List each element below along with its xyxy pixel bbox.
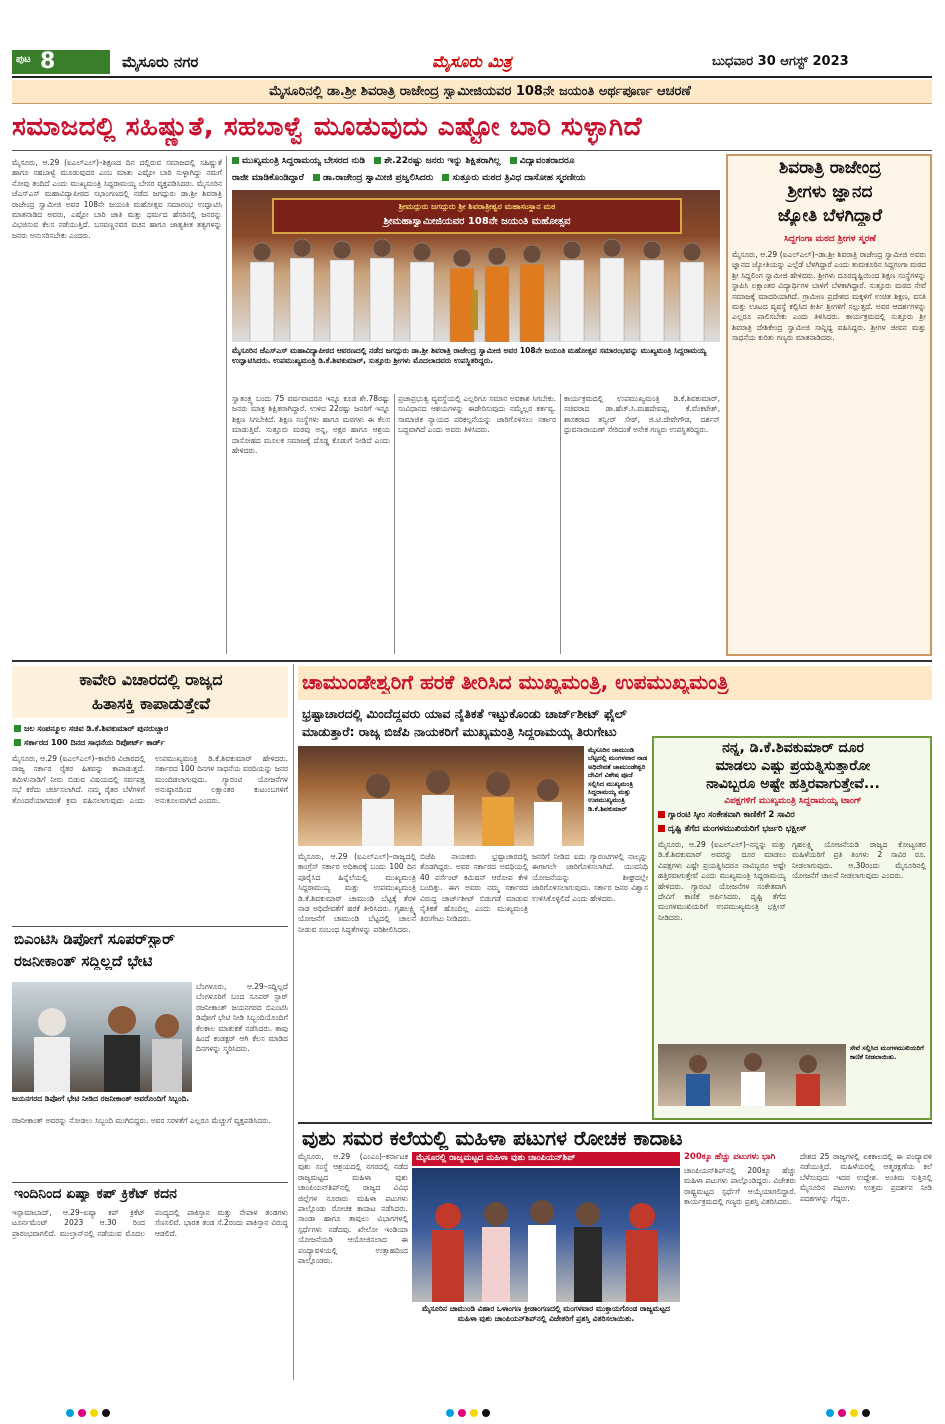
sidebar-headline-line3: ಜ್ಯೋತಿ ಬೆಳಗಿದ್ದಾರೆ (777, 206, 883, 226)
lead-bullet: ವಿದ್ಯಾವಂತರಾದರೂ (519, 156, 575, 166)
cauvery-bullet-text: ಸರ್ಕಾರದ 100 ದಿನದ ಸಾಧನೆಯ ರಿಪೋರ್ಟ್ ಕಾರ್ಡ್ (24, 738, 165, 747)
chamundi-subhead-2: ಮಾಡುತ್ತಾರೆ: ರಾಜ್ಯ ಬಿಜೆಪಿ ನಾಯಕರಿಗೆ ಮುಖ್ಯಮಂತ್ರಿ ಸಿದ್ದರಾಮಯ್ಯ ತಿರುಗೇಟು (302, 724, 617, 739)
bullet-marker (374, 157, 381, 164)
bullet-marker (14, 725, 21, 732)
lead-body-col4: ಕಾರ್ಯಕ್ರಮದಲ್ಲಿ ಉಪಮುಖ್ಯಮಂತ್ರಿ ಡಿ.ಕೆ.ಶಿವಕುಮಾರ್, ಸಚಿವರಾದ ಡಾ.ಹೆಚ್.ಸಿ.ಮಹದೇವಪ್ಪ, ಕೆ.ವೆಂಕಟೇಶ್, ಶಾಸಕರಾದ ತನ್ವೀರ್ ಸೇಠ್, ಜಿ.ಟಿ.ದೇವೇಗೌಡ, ದರ್ಶನ್ ಧ್ರುವನಾರಾಯಣ್ ಸೇರಿದಂತೆ ಅನೇಕ ಗಣ್ಯರು ಉಪಸ್ಥಿತರಿದ್ದರು. (564, 394, 720, 435)
bullet-marker (442, 174, 449, 181)
bmtc-body-2: ರಜನೀಕಾಂತ್ ಅವರನ್ನು ನೋಡಲು ಸಿಬ್ಬಂದಿ ಮುಗಿಬಿದ್ದರು. ಅವರ ಸರಳತೆಗೆ ಎಲ್ಲರೂ ಮೆಚ್ಚುಗೆ ವ್ಯಕ್ತಪಡಿಸಿದರು. (12, 1116, 271, 1125)
box-right-bullet-text: ದೃಷ್ಟಿ ತೆಗೆದ ಮಂಗಳಮುಖಿಯರಿಗೆ ಭರ್ಜರಿ ಭಕ್ಷೀಸ್ (668, 824, 807, 834)
lead-bullet: ಮುಖ್ಯಮಂತ್ರಿ ಸಿದ್ದರಾಮಯ್ಯ ಬೇಸರದ ನುಡಿ (242, 156, 366, 166)
lead-photo (232, 190, 720, 342)
column-rule (394, 394, 395, 654)
cauvery-bullet-2 (14, 738, 286, 748)
sidebar-headline-line1: ಶಿವರಾತ್ರಿ ರಾಜೇಂದ್ರ (778, 158, 882, 178)
kicker: ಮೈಸೂರಿನಲ್ಲಿ ಡಾ.ಶ್ರೀ ಶಿವರಾತ್ರಿ ರಾಜೇಂದ್ರ ಸ್ವಾಮೀಜಿಯವರ 108ನೇ ಜಯಂತಿ ಅರ್ಥಪೂರ್ಣ ಆಚರಣೆ (269, 84, 691, 99)
bmtc-body: ಬೆಂಗಳೂರು, ಆ.29–ಸದ್ದಿಲ್ಲದೆ ಬೆಂಗಳೂರಿಗೆ ಬಂದ ಸೂಪರ್ ಸ್ಟಾರ್ ರಜನೀಕಾಂತ್ ಜಯನಗರದ ಬಿಎಂಟಿಸಿ ಡಿಪೋಗೆ ಭೇಟಿ ನೀಡಿ ಸಿಬ್ಬಂದಿಯೊಂದಿಗೆ ಕೆಲಕಾಲ ಮಾತುಕತೆ ನಡೆಸಿದರು. ತಾವು ಹಿಂದೆ ಕಂಡಕ್ಟರ್ ಆಗಿ ಕೆಲಸ ಮಾಡಿದ ದಿನಗಳನ್ನು ಸ್ಮರಿಸಿದರು. (196, 982, 288, 1054)
chamundi-body-col2: ಬಿಜೆಪಿ ನಾಯಕರು ಭ್ರಷ್ಟಾಚಾರದಲ್ಲಿ ತೊಡಗಿದ್ದರು. ಅವರ ಸರ್ಕಾರದ ಅವಧಿಯಲ್ಲಿ 40 ಪರ್ಸೆಂಟ್ ಕಮಿಷನ್ ಆರೋಪ ಕೇಳಿ ಬಂದಿತ್ತು. ಈಗ ಅವರು ನಮ್ಮ ಸರ್ಕಾರದ ವಿರುದ್ಧ ಚಾರ್ಜ್‌ಶೀಟ್ ಬಿಡುಗಡೆ ಮಾಡುವ ನೈತಿಕತೆ ಹೊಂದಿಲ್ಲ ಎಂದು ಮುಖ್ಯಮಂತ್ರಿ ತಿರುಗೇಟು ನೀಡಿದರು. (420, 852, 528, 924)
sidebar-subhead: ಸಿದ್ದಗಂಗಾ ಮಠದ ಶ್ರೀಗಳ ಸ್ಮರಣೆ (784, 234, 876, 244)
bullet-marker (510, 157, 517, 164)
wushu-body-col4: ದೇಶದ 25 ರಾಜ್ಯಗಳಲ್ಲಿ ಏಕಕಾಲದಲ್ಲಿ ಈ ಪಂದ್ಯಾವಳಿ ನಡೆಯುತ್ತಿದೆ. ಮಹಿಳೆಯರಲ್ಲಿ ಆತ್ಮರಕ್ಷಣೆಯ ಕಲೆ ಬೆಳೆಸುವುದು ಇದರ ಉದ್ದೇಶ. ಅಂತಿಮ ಸುತ್ತಿನಲ್ಲಿ ಮೈಸೂರಿನ ಪಟುಗಳು ಉತ್ತಮ ಪ್ರದರ್ಶನ ನೀಡಿ ಪದಕಗಳನ್ನು ಗೆದ್ದರು. (800, 1152, 932, 1203)
lead-body-col1: ಮೈಸೂರು, ಆ.29 (ಐಎಲ್‌ಎಲ್)–ಶಿಕ್ಷಣದ ದಿನ ದಲ್ಲಿರುವ ಸಮಾಜದಲ್ಲಿ ಸಹಿಷ್ಣುತೆ ಹಾಗೂ ಸಹಬಾಳ್ವೆ ಮೂಡುವುದರ ಎಂಬ ಮಾತು ಎಷ್ಟೋ ಬಾರಿ ಸುಳ್ಳಾಗಿದ್ದು ನಮಗೆ ನೋವು ತಂದಿದೆ ಎಂದು ಮುಖ್ಯಮಂತ್ರಿ ಸಿದ್ದರಾಮಯ್ಯ ಬೇಸರ ವ್ಯಕ್ತಪಡಿಸಿದರು. ಮೈಸೂರಿನ ಜೆಎಸ್‌ಎಸ್ ಮಹಾವಿದ್ಯಾಪೀಠದ ಸಭಾಂಗಣದಲ್ಲಿ ನಡೆದ ಜಗದ್ಗುರು ಡಾ.ಶ್ರೀ ಶಿವರಾತ್ರಿ ರಾಜೇಂದ್ರ ಸ್ವಾಮೀಜಿ ಅವರ 108ನೇ ಜಯಂತಿ ಮಹೋತ್ಸವ ಸಮಾರಂಭ ಉದ್ಘಾಟಿಸಿ ಮಾತನಾಡಿದ ಅವರು, ಎಷ್ಟೋ ಬಾರಿ ಜಾತಿ ಮತ್ತು ಧರ್ಮದ ಹೆಸರಿನಲ್ಲಿ ಜನರನ್ನು ವಿಭಜಿಸುವ ಕೆಲಸ ನಡೆಯುತ್ತಿದೆ. ಬಸವಣ್ಣನವರ ವಚನ ಹಾಗೂ ಜಾತ್ಯತೀತ ತತ್ವಗಳನ್ನು ಜನರು ಅನುಸರಿಸಬೇಕು ಎಂದರು. (12, 158, 222, 240)
column-rule (293, 664, 294, 1380)
section-rule (12, 1182, 288, 1183)
registration-marks (50, 1404, 895, 1416)
page-label: ಪುಟ (16, 54, 31, 65)
box-right-headline-line1: ನನ್ನ, ಡಿ.ಕೆ.ಶಿವಕುಮಾರ್ ದೂರ (722, 740, 864, 756)
wushu-col3-head: 200ಕ್ಕೂ ಹೆಚ್ಚು ಪಟುಗಳು ಭಾಗಿ (684, 1152, 776, 1162)
lead-headline-rule (12, 150, 932, 151)
chamundi-subhead-1: ಭ್ರಷ್ಟಾಚಾರದಲ್ಲಿ ಮಿಂದೆದ್ದವರು ಯಾವ ನೈತಿಕತೆ ಇಟ್ಟುಕೊಂಡು ಚಾರ್ಜ್‌ಶೀಟ್ ಫೈಲ್ (302, 706, 627, 721)
lead-body-col2: ಸ್ವಾತಂತ್ರ್ಯ ಬಂದು 75 ವರ್ಷವಾದರೂ ಇನ್ನೂ ಕೂಡ ಶೇ.78ರಷ್ಟು ಜನರು ಮಾತ್ರ ಶಿಕ್ಷಿತರಾಗಿದ್ದಾರೆ. ಉಳಿದ 22ರಷ್ಟು ಜನರಿಗೆ ಇನ್ನೂ ಶಿಕ್ಷಣ ಸಿಗಬೇಕಿದೆ. ಶಿಕ್ಷಣ ಸಂಸ್ಥೆಗಳು ಹಾಗೂ ಮಠಗಳು ಈ ಕೆಲಸ ಮಾಡುತ್ತಿವೆ. ಸುತ್ತೂರು ಮಠವು ಅನ್ನ, ಅಕ್ಷರ ಹಾಗೂ ಆಶ್ರಯ ದಾಸೋಹದ ಮೂಲಕ ಸಮಾಜಕ್ಕೆ ದೊಡ್ಡ ಕೊಡುಗೆ ನೀಡಿದೆ ಎಂದು ಹೇಳಿದರು. (232, 394, 390, 456)
dignitaries-figures (232, 230, 720, 342)
box-right-headline-line3: ನಾವಿಬ್ಬರೂ ಅಷ್ಟೇ ಹತ್ತಿರವಾಗುತ್ತೇವೆ... (706, 776, 880, 792)
sidebar-headline-line2: ಶ್ರೀಗಳು ಜ್ಞಾನದ (787, 182, 873, 202)
cricket-headline: ಇಂದಿನಿಂದ ಏಷ್ಯಾ ಕಪ್ ಕ್ರಿಕೆಟ್ ಕದನ (14, 1186, 177, 1202)
bullet-marker (313, 174, 320, 181)
box-right-photo-caption: ಸೇವೆ ಸಲ್ಲಿಸಿದ ಮಂಗಳಮುಖಿಯರಿಗೆ ಕಾಣಿಕೆ ನೀಡಲಾಯಿತು. (850, 1044, 924, 1061)
registration-dots (50, 1407, 895, 1419)
cauvery-bullet-1 (14, 724, 286, 734)
bmtc-headline-line1: ಬಿಎಂಟಿಸಿ ಡಿಪೋಗೆ ಸೂಪರ್‌ಸ್ಟಾರ್ (14, 930, 175, 948)
lead-bullet: ಶೇ.22ರಷ್ಟು ಜನರು ಇನ್ನು ಶಿಕ್ಷಿತರಾಗಿಲ್ಲ (384, 156, 501, 166)
lead-bullet: ರಾಜೀ ಮಾಡಿಕೊಂಡಿದ್ದಾರೆ (232, 173, 304, 183)
people-figures (658, 1044, 846, 1106)
lead-photo-caption: ಮೈಸೂರಿನ ಜೆಎಸ್‌ಎಸ್ ಮಹಾವಿದ್ಯಾಪೀಠದ ಆವರಣದಲ್ಲಿ ನಡೆದ ಜಗದ್ಗುರು ಡಾ.ಶ್ರೀ ಶಿವರಾತ್ರಿ ರಾಜೇಂದ್ರ ಸ್ವಾಮೀಜಿ ಅವರ 108ನೇ ಜಯಂತಿ ಮಹೋತ್ಸವ ಸಮಾರಂಭವನ್ನು ಮುಖ್ಯಮಂತ್ರಿ ಸಿದ್ದರಾಮಯ್ಯ ಉದ್ಘಾಟಿಸಿದರು. ಉಪಮುಖ್ಯಮಂತ್ರಿ ಡಿ.ಕೆ.ಶಿವಕುಮಾರ್, ಸುತ್ತೂರು ಶ್ರೀಗಳು ಮೊದಲಾದವರು ಉಪಸ್ಥಿತರಿದ್ದರು. (232, 346, 707, 365)
athletes-figures (412, 1168, 680, 1302)
wushu-photo (412, 1168, 680, 1302)
rajinikanth-figures (12, 982, 192, 1092)
chamundi-body-col1: ಮೈಸೂರು, ಆ.29 (ಐಎಲ್‌ಎಲ್)–ರಾಜ್ಯದಲ್ಲಿ ಕಾಂಗ್ರೆಸ್ ಸರ್ಕಾರ ಅಧಿಕಾರಕ್ಕೆ ಬಂದು 100 ದಿನ ಪೂರೈಸಿದ ಹಿನ್ನೆಲೆಯಲ್ಲಿ ಮುಖ್ಯಮಂತ್ರಿ ಸಿದ್ದರಾಮಯ್ಯ ಮತ್ತು ಉಪಮುಖ್ಯಮಂತ್ರಿ ಡಿ.ಕೆ.ಶಿವಕುಮಾರ್ ಚಾಮುಂಡಿ ಬೆಟ್ಟಕ್ಕೆ ತೆರಳಿ ನಾಡ ಅಧಿದೇವತೆಗೆ ಹರಕೆ ತೀರಿಸಿದರು. ಗೃಹಲಕ್ಷ್ಮಿ ಯೋಜನೆಗೆ ಚಾಮುಂಡಿ ಬೆಟ್ಟದಲ್ಲಿ ಚಾಲನೆ ನೀಡುವ ಸಂಬಂಧ ಸಿದ್ಧತೆಗಳನ್ನು ಪರಿಶೀಲಿಸಿದರು. (298, 852, 416, 934)
sidebar-body: ಮೈಸೂರು, ಆ.29 (ಐಎಲ್‌ಎಲ್)–ಡಾ.ಶ್ರೀ ಶಿವರಾತ್ರಿ ರಾಜೇಂದ್ರ ಸ್ವಾಮೀಜಿ ಅವರು ಜ್ಞಾನದ ಜ್ಯೋತಿಯನ್ನು ಎಲ್ಲೆಡೆ ಬೆಳಗಿದ್ದಾರೆ ಎಂದು ತುಮಕೂರಿನ ಸಿದ್ದಗಂಗಾ ಮಠದ ಶ್ರೀ ಸಿದ್ದಲಿಂಗ ಸ್ವಾಮೀಜಿ ಹೇಳಿದರು. ಶ್ರೀಗಳು ದೂರದೃಷ್ಟಿಯಿಂದ ಶಿಕ್ಷಣ ಸಂಸ್ಥೆಗಳನ್ನು ಸ್ಥಾಪಿಸಿ ಲಕ್ಷಾಂತರ ವಿದ್ಯಾರ್ಥಿಗಳ ಬಾಳಿಗೆ ಬೆಳಕಾಗಿದ್ದಾರೆ. ಸುತ್ತೂರು ಮಠದ ಸೇವೆ ಸಮಾಜಕ್ಕೆ ಮಾದರಿಯಾಗಿದೆ. ಗ್ರಾಮೀಣ ಪ್ರದೇಶದ ಮಕ್ಕಳಿಗೆ ಉಚಿತ ಶಿಕ್ಷಣ, ವಸತಿ ಮತ್ತು ಊಟದ ವ್ಯವಸ್ಥೆ ಕಲ್ಪಿಸಿದ ಕೀರ್ತಿ ಶ್ರೀಗಳಿಗೆ ಸಲ್ಲುತ್ತದೆ. ಅವರ ಆದರ್ಶಗಳನ್ನು ಎಲ್ಲರೂ ಪಾಲಿಸಬೇಕು ಎಂದು ತಿಳಿಸಿದರು. ಕಾರ್ಯಕ್ರಮದಲ್ಲಿ ಸುತ್ತೂರು ಶ್ರೀ ಶಿವರಾತ್ರಿ ದೇಶಿಕೇಂದ್ರ ಸ್ವಾಮೀಜಿ ಸಾನ್ನಿಧ್ಯ ವಹಿಸಿದ್ದರು. ಶ್ರೀಗಳ ಜೀವನ ಮತ್ತು ಸಾಧನೆಯ ಕುರಿತು ಗಣ್ಯರು ಮಾತನಾಡಿದರು. (732, 250, 926, 343)
lead-bullet: ಸುತ್ತೂರು ಮಠದ ತ್ರಿವಿಧ ದಾಸೋಹ ಸ್ಮರಣೀಯ (452, 173, 586, 183)
box-right-headline-line2: ಮಾಡಲು ಎಷ್ಟು ಪ್ರಯತ್ನಿಸುತ್ತಾರೋ (715, 758, 871, 774)
cricket-body: ಇಸ್ಲಾಮಾಬಾದ್, ಆ.29–ಏಷ್ಯಾ ಕಪ್ ಕ್ರಿಕೆಟ್ ಟೂರ್ನಮೆಂಟ್ 2023 ಆ.30 ರಿಂದ ಪ್ರಾರಂಭವಾಗಲಿದೆ. ಮುಲ್ತಾನ್‌ನಲ್ಲಿ ನಡೆಯುವ ಮೊದಲ ಪಂದ್ಯದಲ್ಲಿ ಪಾಕಿಸ್ತಾನ ಮತ್ತು ನೇಪಾಳ ತಂಡಗಳು ಸೆಣಸಲಿವೆ. ಭಾರತ ತಂಡ ಸೆ.2ರಂದು ಪಾಕಿಸ್ತಾನ ವಿರುದ್ಧ ಆಡಲಿದೆ. (12, 1208, 288, 1238)
issue-date: ಬುಧವಾರ 30 ಆಗಸ್ಟ್ 2023 (712, 54, 849, 69)
cauvery-headline-line1: ಕಾವೇರಿ ವಿಚಾರದಲ್ಲಿ ರಾಜ್ಯದ (79, 670, 223, 689)
wushu-body-col3: ಚಾಂಪಿಯನ್‌ಶಿಪ್‌ನಲ್ಲಿ 200ಕ್ಕೂ ಹೆಚ್ಚು ಮಹಿಳಾ ಪಟುಗಳು ಪಾಲ್ಗೊಂಡಿದ್ದರು. ವಿಜೇತರು ರಾಷ್ಟ್ರಮಟ್ಟದ ಸ್ಪರ್ಧೆಗೆ ಆಯ್ಕೆಯಾಗಲಿದ್ದಾರೆ. ಕಾರ್ಯಕ್ರಮದಲ್ಲಿ ಗಣ್ಯರು ಪ್ರಶಸ್ತಿ ವಿತರಿಸಿದರು. (684, 1166, 796, 1207)
section-rule (298, 1122, 932, 1124)
chamundi-photo (298, 746, 584, 846)
chamundi-photo-caption: ಮೈಸೂರಿನ ಚಾಮುಂಡಿ ಬೆಟ್ಟದಲ್ಲಿ ಮಂಗಳವಾರ ನಾಡ ಅಧಿದೇವತೆ ಚಾಮುಂಡೇಶ್ವರಿ ದೇವಿಗೆ ವಿಶೇಷ ಪೂಜೆ ಸಲ್ಲಿಸಿದ ಮುಖ್ಯಮಂತ್ರಿ ಸಿದ್ದರಾಮಯ್ಯ ಮತ್ತು ಉಪಮುಖ್ಯಮಂತ್ರಿ ಡಿ.ಕೆ.ಶಿವಕುಮಾರ್ (588, 746, 648, 813)
bmtc-photo (12, 982, 192, 1092)
bmtc-headline-line2: ರಜನೀಕಾಂತ್ ಸದ್ದಿಲ್ಲದೆ ಭೇಟಿ (14, 952, 153, 970)
stage-banner-line1: ಶ್ರೀಮದ್ಗುರು ಜಗದ್ಗುರು ಶ್ರೀ ಶಿವರಾತ್ರೀಶ್ವರ ಮಹಾಸಂಸ್ಥಾನ ಮಠ (398, 202, 556, 211)
box-right-subhead: ವಿಪಕ್ಷಗಳಿಗೆ ಮುಖ್ಯಮಂತ್ರಿ ಸಿದ್ದರಾಮಯ್ಯ ಟಾಂಗ್ (724, 796, 862, 806)
temple-pooja-figures (298, 746, 584, 846)
masthead (12, 50, 932, 74)
bullet-marker (232, 157, 239, 164)
bmtc-photo-caption: ಜಯನಗರದ ಡಿಪೋಗೆ ಭೇಟಿ ನೀಡಿದ ರಜನೀಕಾಂತ್ ಅವರೊಂದಿಗೆ ಸಿಬ್ಬಂದಿ. (12, 1094, 190, 1103)
cauvery-bullet-text: ಜಲ ಸಂಪನ್ಮೂಲ ಸಚಿವ ಡಿ.ಕೆ.ಶಿವಕುಮಾರ್ ಪುನರುಚ್ಚಾರ (24, 724, 169, 733)
box-right-bullet-2 (658, 824, 928, 834)
box-right-bullet-1 (658, 810, 928, 820)
column-rule (560, 394, 561, 654)
lead-bullets-row1 (232, 156, 712, 166)
chamundi-body-col3: ಜನರಿಗೆ ನೀಡಿದ ಐದು ಗ್ಯಾರಂಟಿಗಳಲ್ಲಿ ನಾಲ್ಕನ್ನು ಈಗಾಗಲೇ ಜಾರಿಗೊಳಿಸಲಾಗಿದೆ. ಯುವನಿಧಿ ಯೋಜನೆಯನ್ನು ಶೀಘ್ರದಲ್ಲೇ ಜಾರಿಗೊಳಿಸಲಾಗುವುದು. ಸರ್ಕಾರ ಜನರ ವಿಶ್ವಾಸ ಉಳಿಸಿಕೊಳ್ಳಲಿದೆ ಎಂದು ಹೇಳಿದರು. (532, 852, 648, 903)
cauvery-headline-line2: ಹಿತಾಸಕ್ತಿ ಕಾಪಾಡುತ್ತೇವೆ (91, 694, 211, 713)
box-right-photo (658, 1044, 846, 1106)
bullet-marker (658, 811, 665, 818)
cauvery-body: ಮೈಸೂರು, ಆ.29 (ಐಎಲ್‌ಎಲ್)–ಕಾವೇರಿ ವಿಚಾರದಲ್ಲಿ ರಾಜ್ಯ ಸರ್ಕಾರ ರೈತರ ಹಿತವನ್ನು ಕಾಪಾಡುತ್ತದೆ. ತಮಿಳುನಾಡಿಗೆ ನೀರು ಬಿಡುವ ವಿಷಯದಲ್ಲಿ ಸರ್ವಪಕ್ಷ ಸಭೆ ಕರೆದು ಚರ್ಚಿಸಲಾಗಿದೆ. ನಮ್ಮ ರೈತರ ಬೆಳೆಗಳಿಗೆ ತೊಂದರೆಯಾಗದಂತೆ ಕ್ರಮ ವಹಿಸಲಾಗುವುದು ಎಂದು ಉಪಮುಖ್ಯಮಂತ್ರಿ ಡಿ.ಕೆ.ಶಿವಕುಮಾರ್ ಹೇಳಿದರು. ಸರ್ಕಾರದ 100 ದಿನಗಳ ಸಾಧನೆಯ ವರದಿಯನ್ನು ಜನರ ಮುಂದಿಡಲಾಗುವುದು. ಗ್ಯಾರಂಟಿ ಯೋಜನೆಗಳ ಅನುಷ್ಠಾನದಿಂದ ಲಕ್ಷಾಂತರ ಕುಟುಂಬಗಳಿಗೆ ಅನುಕೂಲವಾಗಿದೆ ಎಂದರು. (12, 754, 288, 805)
wushu-photo-caption: ಮೈಸೂರಿನ ಚಾಮುಂಡಿ ವಿಹಾರ ಒಳಾಂಗಣ ಕ್ರೀಡಾಂಗಣದಲ್ಲಿ ಮಂಗಳವಾರ ಮುಕ್ತಾಯಗೊಂಡ ರಾಜ್ಯಮಟ್ಟದ ಮಹಿಳಾ ವುಶು ಚಾಂಪಿಯನ್‌ಶಿಪ್‌ನಲ್ಲಿ ವಿಜೇತರಿಗೆ ಪ್ರಶಸ್ತಿ ವಿತರಿಸಲಾಯಿತು. (421, 1304, 671, 1323)
box-right-body: ಮೈಸೂರು, ಆ.29 (ಐಎಲ್‌ಎಲ್)–ನನ್ನನ್ನು ಮತ್ತು ಡಿ.ಕೆ.ಶಿವಕುಮಾರ್ ಅವರನ್ನು ದೂರ ಮಾಡಲು ವಿಪಕ್ಷಗಳು ಎಷ್ಟೇ ಪ್ರಯತ್ನಿಸಿದರೂ ನಾವಿಬ್ಬರೂ ಅಷ್ಟೇ ಹತ್ತಿರವಾಗುತ್ತೇವೆ ಎಂದು ಮುಖ್ಯಮಂತ್ರಿ ಸಿದ್ದರಾಮಯ್ಯ ಹೇಳಿದರು. ಗ್ಯಾರಂಟಿ ಯೋಜನೆಗಳ ಸಂಕೇತವಾಗಿ ದೇವಿಗೆ ಕಾಣಿಕೆ ಅರ್ಪಿಸಿದರು. ದೃಷ್ಟಿ ತೆಗೆದ ಮಂಗಳಮುಖಿಯರಿಗೆ ಉಪಮುಖ್ಯಮಂತ್ರಿ ಭಕ್ಷೀಸ್ ನೀಡಿದರು. (658, 840, 786, 922)
bullet-marker (658, 825, 665, 832)
lead-bullet: ಡಾ.ರಾಜೇಂದ್ರ ಸ್ವಾಮೀಜಿ ಪ್ರಜ್ವಲಿಸಿದರು (323, 173, 434, 183)
box-right-body-2: ಗೃಹಲಕ್ಷ್ಮಿ ಯೋಜನೆಯಡಿ ರಾಜ್ಯದ ಕೋಟ್ಯಂತರ ಮಹಿಳೆಯರಿಗೆ ಪ್ರತಿ ತಿಂಗಳು 2 ಸಾವಿರ ರೂ. ನೀಡಲಾಗುವುದು. ಆ.30ರಂದು ಮೈಸೂರಿನಲ್ಲಿ ಯೋಜನೆಗೆ ಚಾಲನೆ ನೀಡಲಾಗುವುದು ಎಂದರು. (792, 840, 926, 881)
section-name: ಮೈಸೂರು ನಗರ (122, 53, 199, 71)
wushu-body-col1: ಮೈಸೂರು, ಆ.29 (ಎಂಎಂ)–ಕರ್ನಾಟಕ ವುಶು ಸಂಸ್ಥೆ ಆಶ್ರಯದಲ್ಲಿ ನಗರದಲ್ಲಿ ನಡೆದ ರಾಜ್ಯಮಟ್ಟದ ಮಹಿಳಾ ವುಶು ಚಾಂಪಿಯನ್‌ಶಿಪ್‌ನಲ್ಲಿ ರಾಜ್ಯದ ವಿವಿಧ ಜಿಲ್ಲೆಗಳ ನೂರಾರು ಮಹಿಳಾ ಪಟುಗಳು ಪಾಲ್ಗೊಂಡು ರೋಚಕ ಕಾದಾಟ ನಡೆಸಿದರು. ಸಾಂಡಾ ಹಾಗೂ ತಾವುಲು ವಿಭಾಗಗಳಲ್ಲಿ ಸ್ಪರ್ಧೆಗಳು ನಡೆದವು. ಖೇಲೋ ಇಂಡಿಯಾ ಯೋಜನೆಯಡಿ ಆಯೋಜಿಸಲಾದ ಈ ಪಂದ್ಯಾವಳಿಯಲ್ಲಿ ಉತ್ಸಾಹದಿಂದ ಪಾಲ್ಗೊಂಡರು. (298, 1152, 408, 1266)
masthead-rule (12, 76, 932, 78)
box-right-bullet-text: ಗ್ಯಾರಂಟಿ ಸ್ಕೀಂ ಸಂಕೇತವಾಗಿ ಕಾಣಿಕೆಗೆ 2 ಸಾವಿರ (668, 810, 795, 820)
lead-body-col3: ಪ್ರಜಾಪ್ರಭುತ್ವ ವ್ಯವಸ್ಥೆಯಲ್ಲಿ ಎಲ್ಲರಿಗೂ ಸಮಾನ ಅವಕಾಶ ಸಿಗಬೇಕು. ಸಂವಿಧಾನದ ಆಶಯಗಳನ್ನು ಈಡೇರಿಸುವುದು ನಮ್ಮೆಲ್ಲರ ಕರ್ತವ್ಯ. ಸಾಮಾಜಿಕ ನ್ಯಾಯದ ಪರಿಕಲ್ಪನೆಯನ್ನು ಜಾರಿಗೊಳಿಸಲು ಸರ್ಕಾರ ಬದ್ಧವಾಗಿದೆ ಎಂದು ಅವರು ತಿಳಿಸಿದರು. (398, 394, 556, 435)
column-rule (226, 156, 227, 654)
stage-banner-line2: ಶ್ರೀಮಹಾಸ್ವಾಮೀಜಿಯವರ 108ನೇ ಜಯಂತಿ ಮಹೋತ್ಸವ (383, 216, 571, 227)
lead-bullets-row2 (232, 173, 712, 183)
paper-name: ಮೈಸೂರು ಮಿತ್ರ (432, 52, 512, 71)
chamundi-headline: ಚಾಮುಂಡೇಶ್ವರಿಗೆ ಹರಕೆ ತೀರಿಸಿದ ಮುಖ್ಯಮಂತ್ರಿ, ಉಪಮುಖ್ಯಮಂತ್ರಿ (302, 670, 729, 694)
section-rule (12, 926, 288, 927)
bullet-marker (14, 739, 21, 746)
page-number: 8 (40, 49, 56, 74)
section-rule (12, 660, 932, 662)
lead-headline: ಸಮಾಜದಲ್ಲಿ ಸಹಿಷ್ಣುತೆ, ಸಹಬಾಳ್ವೆ ಮೂಡುವುದು ಎಷ್ಟೋ ಬಾರಿ ಸುಳ್ಳಾಗಿದೆ (12, 112, 642, 142)
wushu-headline: ವುಶು ಸಮರ ಕಲೆಯಲ್ಲಿ ಮಹಿಳಾ ಪಟುಗಳ ರೋಚಕ ಕಾದಾಟ (302, 1126, 683, 1150)
wushu-photo-label: ಮೈಸೂರಲ್ಲಿ ರಾಜ್ಯಮಟ್ಟದ ಮಹಿಳಾ ವುಶು ಚಾಂಪಿಯನ್‌ಶಿಪ್ (416, 1153, 576, 1163)
